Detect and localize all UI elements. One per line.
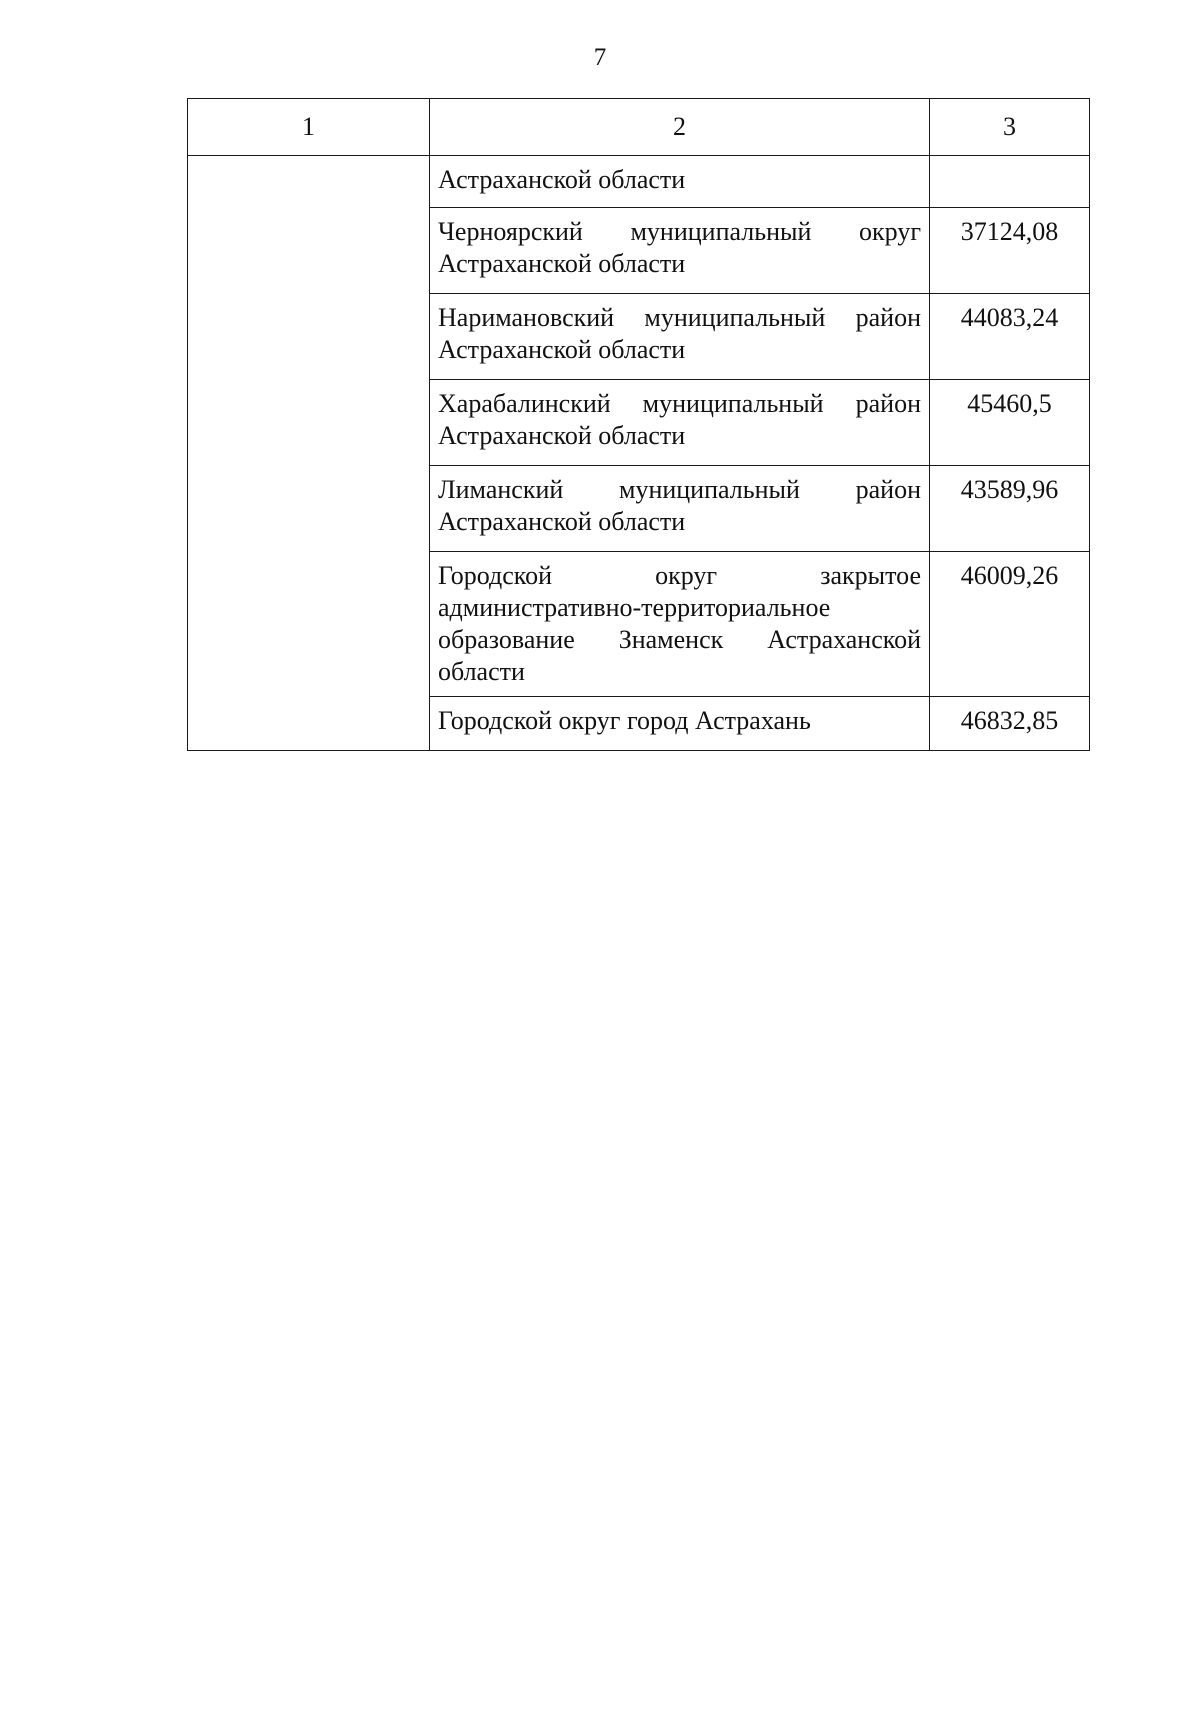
column-header-3: 3 [930,99,1090,156]
column-1-empty-cell [188,156,430,751]
data-table [187,98,1090,751]
row-value-cell: 43589,96 [930,466,1090,552]
row-value-cell: 46009,26 [930,552,1090,697]
row-value-cell: 45460,5 [930,380,1090,466]
row-name-cell: Городской округ закрытое административно-территориальное образование Знаменск Астраханской области [430,552,930,697]
row-name-cell: Наримановский муниципальный район Астраханской области [430,294,930,380]
row-name-cell: Астраханской области [430,156,930,208]
row-value-cell [930,156,1090,208]
row-value-cell: 37124,08 [930,208,1090,294]
row-name-cell: Лиманский муниципальный район Астраханской области [430,466,930,552]
table-header-row [188,99,1090,156]
row-name-cell: Черноярский муниципальный округ Астраханской области [430,208,930,294]
column-header-1: 1 [188,99,430,156]
row-name-cell: Городской округ город Астрахань [430,697,930,751]
column-header-2: 2 [430,99,930,156]
row-name-cell: Харабалинский муниципальный район Астраханской области [430,380,930,466]
page-number: 7 [593,44,607,71]
row-value-cell: 46832,85 [930,697,1090,751]
table-row [188,156,1090,208]
row-value-cell: 44083,24 [930,294,1090,380]
